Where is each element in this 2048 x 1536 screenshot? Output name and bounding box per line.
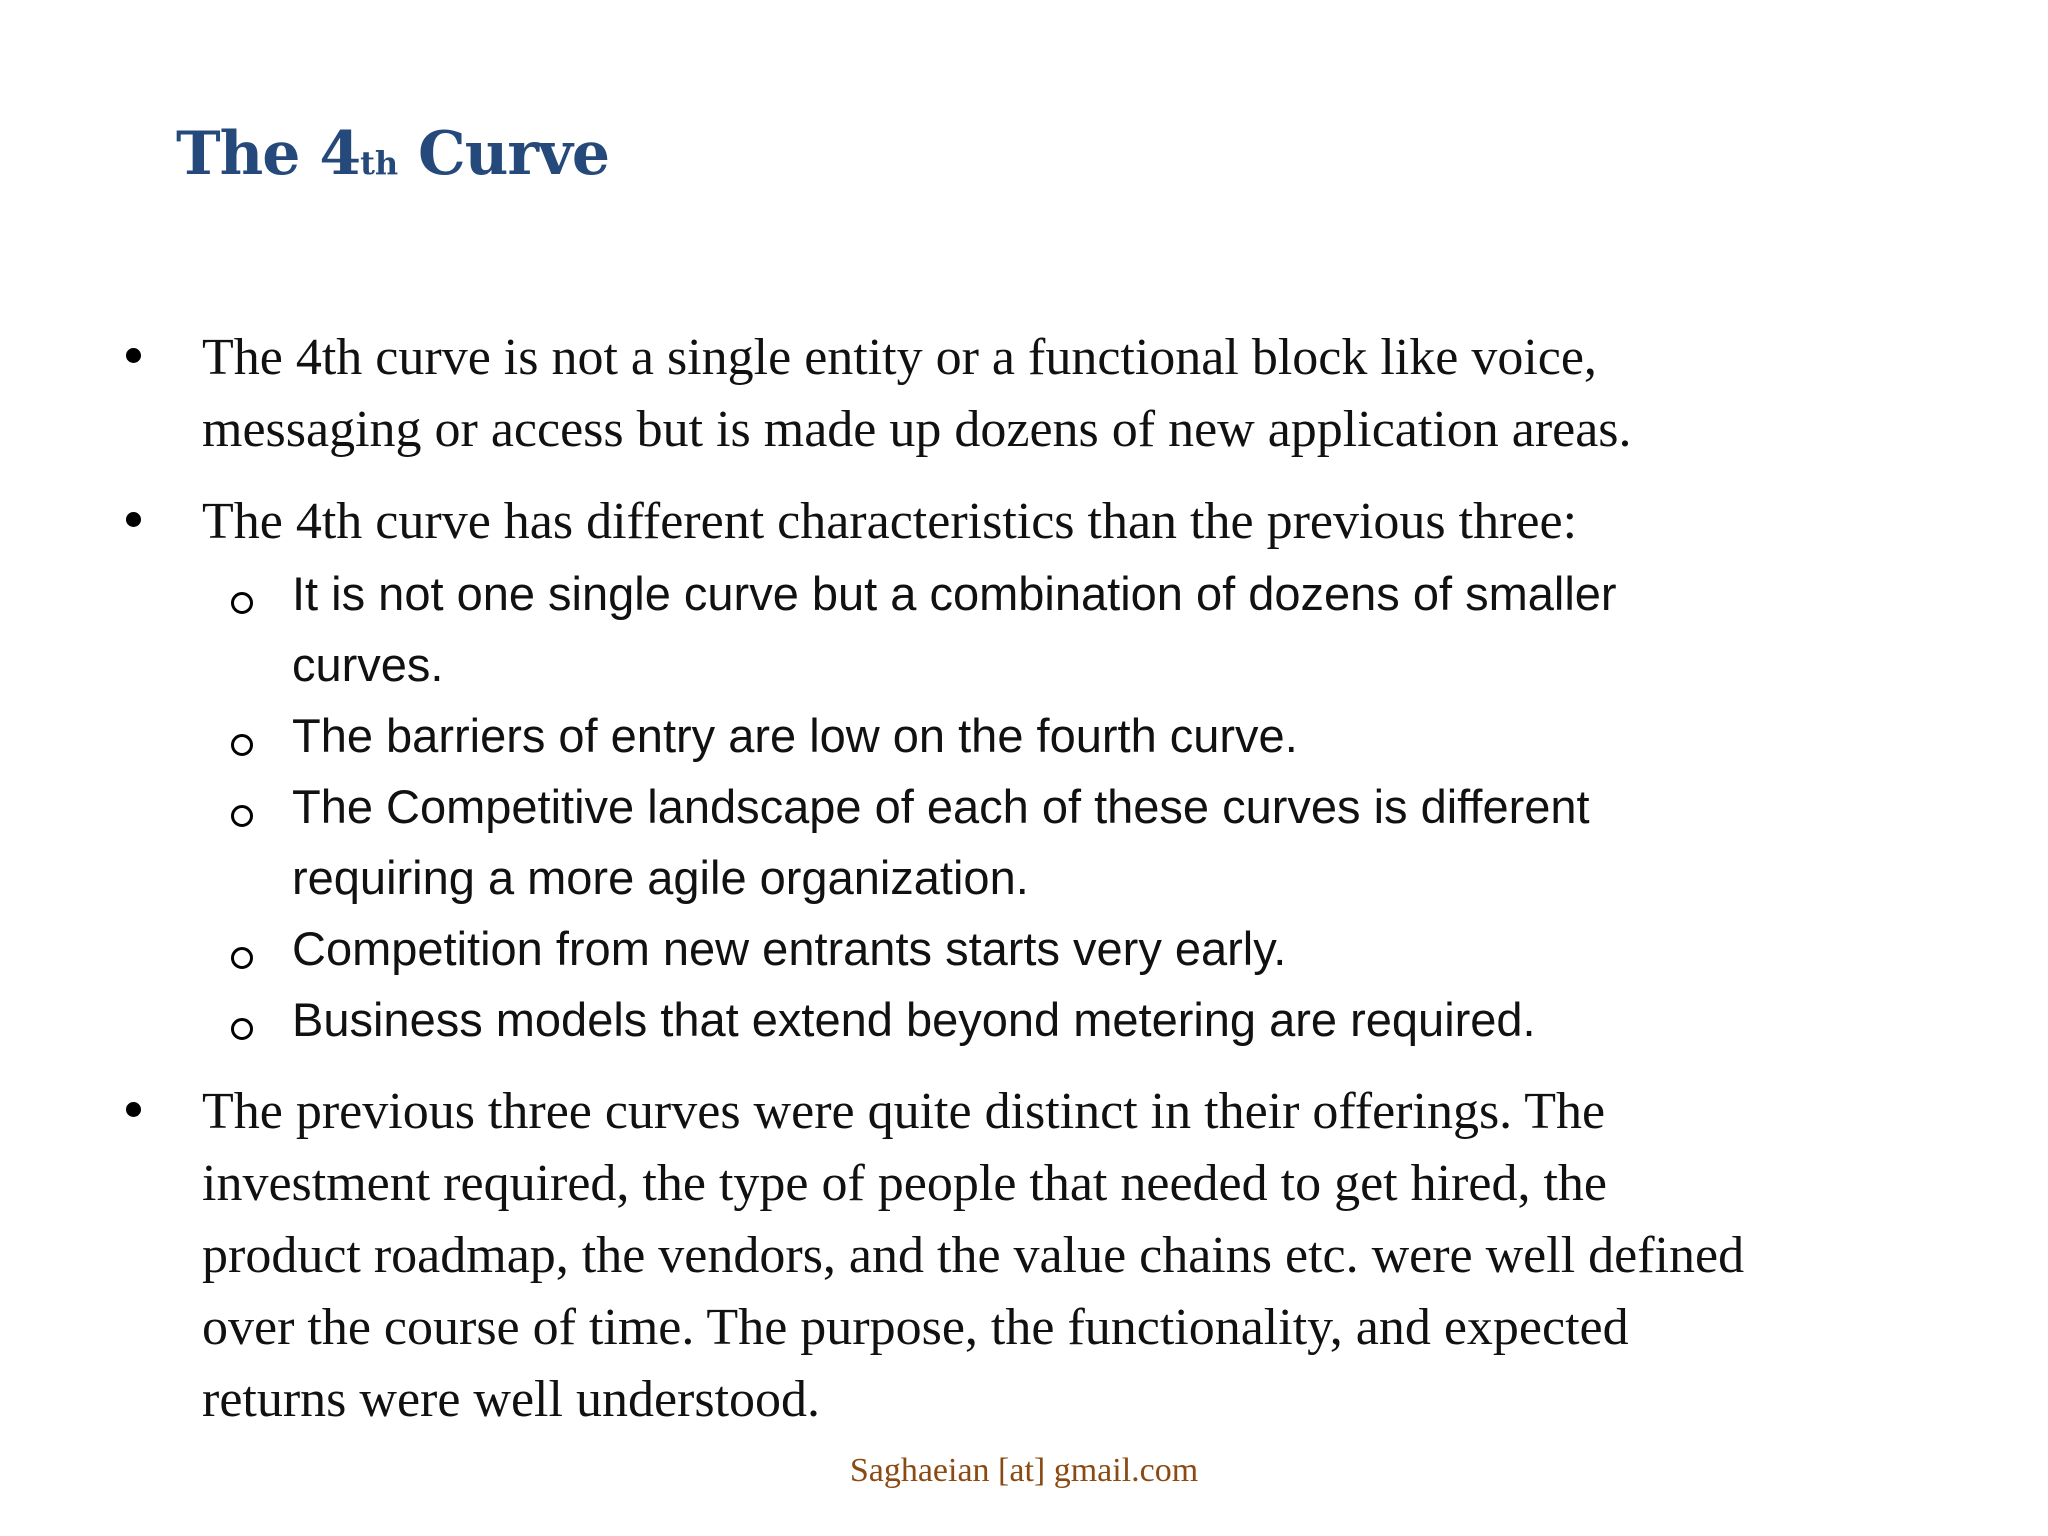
sub-bullet-item <box>202 984 1926 1055</box>
bullet-dot-icon <box>126 512 141 527</box>
bullet-line: over the course of time. The purpose, the functionality, and expected <box>202 1299 1629 1356</box>
bullet-line: The 4th curve has different characteristics than the previous three: <box>202 493 1578 550</box>
sub-bullet-item <box>202 558 1926 700</box>
hollow-circle-bullet-icon <box>231 1018 253 1040</box>
bullet-line: returns were well understood. <box>202 1371 821 1428</box>
sub-bullet-line: Business models that extend beyond metering are required. <box>292 993 1536 1046</box>
slide-title-superscript: th <box>360 144 399 182</box>
sub-bullet-line: curves. <box>292 638 444 691</box>
hollow-circle-bullet-icon <box>231 947 253 969</box>
bullet-item <box>126 486 1926 1055</box>
sub-bullet-line: The Competitive landscape of each of these curves is different <box>292 780 1590 833</box>
bullet-item <box>126 322 1926 466</box>
sub-bullet-item <box>202 771 1926 913</box>
slide-title <box>176 118 609 190</box>
bullet-list-3 <box>126 1076 1926 1436</box>
bullet-list-2 <box>126 486 1926 1055</box>
sub-bullet-list <box>202 558 1926 1055</box>
slide-title-main: The 4 <box>176 119 361 189</box>
bullet-dot-icon <box>126 1102 141 1117</box>
sub-bullet-item <box>202 913 1926 984</box>
sub-bullet-item <box>202 700 1926 771</box>
sub-bullet-line: Competition from new entrants starts very early. <box>292 922 1287 975</box>
bullet-dot-icon <box>126 348 141 363</box>
bullet-line: messaging or access but is made up dozens of new application areas. <box>202 401 1632 458</box>
bullet-list-1 <box>126 322 1926 466</box>
slide-title-end: Curve <box>398 119 610 189</box>
sub-bullet-line: The barriers of entry are low on the fourth curve. <box>292 709 1298 762</box>
footer-email: Saghaeian [at] gmail.com <box>849 1452 1199 1489</box>
hollow-circle-bullet-icon <box>231 734 253 756</box>
sub-bullet-line: requiring a more agile organization. <box>292 851 1029 904</box>
bullet-item <box>126 1076 1926 1436</box>
bullet-line: The 4th curve is not a single entity or a functional block like voice, <box>202 329 1597 386</box>
bullet-line: The previous three curves were quite distinct in their offerings. The <box>202 1083 1606 1140</box>
hollow-circle-bullet-icon <box>231 805 253 827</box>
bullet-line: investment required, the type of people that needed to get hired, the <box>202 1155 1607 1212</box>
bullet-line: product roadmap, the vendors, and the value chains etc. were well defined <box>202 1227 1745 1284</box>
sub-bullet-line: It is not one single curve but a combination of dozens of smaller <box>292 567 1617 620</box>
hollow-circle-bullet-icon <box>231 592 253 614</box>
